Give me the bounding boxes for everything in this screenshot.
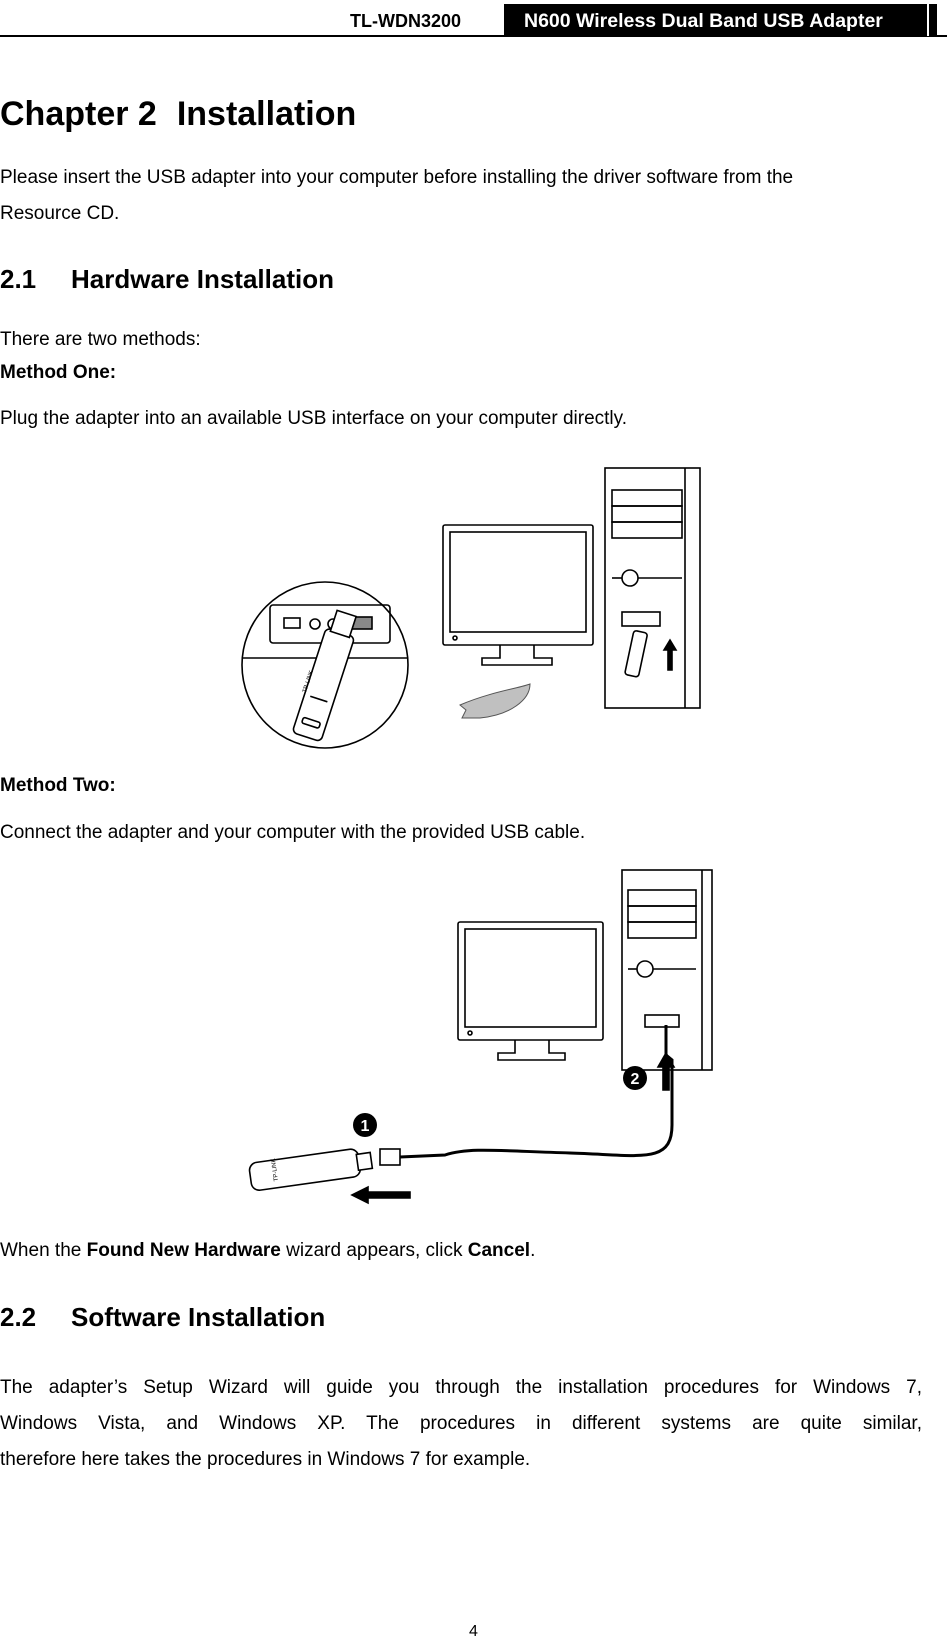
figure-direct-plug bbox=[230, 460, 730, 755]
chapter-name: Installation bbox=[176, 95, 357, 133]
page-number: 4 bbox=[469, 1623, 478, 1640]
usb-cable bbox=[400, 1025, 672, 1157]
zoom-inset bbox=[242, 582, 408, 748]
section-heading-2-2 bbox=[0, 1302, 325, 1333]
intro-line-1: Please insert the USB adapter into your computer before installing the driver software from the bbox=[0, 167, 794, 188]
header-model: TL-WDN3200 bbox=[350, 11, 462, 31]
chapter-label: Chapter 2 bbox=[0, 95, 157, 133]
section-title: Hardware Installation bbox=[71, 264, 334, 294]
header-product: N600 Wireless Dual Band USB Adapter bbox=[504, 4, 937, 36]
software-line-3: therefore here takes the procedures in Windows 7 for example. bbox=[0, 1449, 531, 1470]
monitor bbox=[458, 922, 603, 1060]
step-marker-1 bbox=[353, 1113, 377, 1137]
page-header bbox=[0, 0, 947, 40]
computer-tower bbox=[605, 468, 700, 708]
method-two-label: Method Two: bbox=[0, 775, 116, 796]
section-title: Software Installation bbox=[71, 1302, 326, 1332]
method-two-text: Connect the adapter and your computer with the provided USB cable. bbox=[0, 822, 586, 843]
software-line-2: Windows Vista, and Windows XP. The procedures in different systems are quite similar, bbox=[0, 1413, 922, 1434]
cancel-label: Cancel bbox=[467, 1240, 531, 1261]
monitor bbox=[443, 525, 593, 665]
adapter-brand-1: TP-LINK bbox=[302, 669, 316, 694]
step-marker-2 bbox=[623, 1066, 647, 1090]
adapter-brand-2: TP-LINK bbox=[270, 1157, 280, 1182]
found-new-hardware-label: Found New Hardware bbox=[86, 1240, 281, 1261]
method-one-label: Method One: bbox=[0, 362, 117, 383]
methods-lead: There are two methods: bbox=[0, 329, 201, 350]
method-one-text: Plug the adapter into an available USB interface on your computer directly. bbox=[0, 408, 627, 429]
intro-line-2: Resource CD. bbox=[0, 203, 120, 224]
software-line-1: The adapter’s Setup Wizard will guide you through the installation procedures for Windows 7, bbox=[0, 1377, 922, 1398]
figure-usb-cable bbox=[240, 865, 720, 1215]
chapter-title bbox=[0, 95, 356, 134]
section-heading-2-1 bbox=[0, 264, 334, 295]
arrow-left-icon bbox=[352, 1187, 410, 1203]
curved-arrow-icon bbox=[460, 684, 530, 718]
usb-adapter bbox=[248, 1147, 373, 1192]
svg-text:1: 1 bbox=[360, 1118, 370, 1135]
section-number: 2.2 bbox=[0, 1302, 37, 1332]
svg-text:2: 2 bbox=[630, 1071, 640, 1088]
section-number: 2.1 bbox=[0, 264, 37, 294]
wizard-instruction: When the Found New Hardware wizard appears, click Cancel. bbox=[0, 1240, 536, 1261]
